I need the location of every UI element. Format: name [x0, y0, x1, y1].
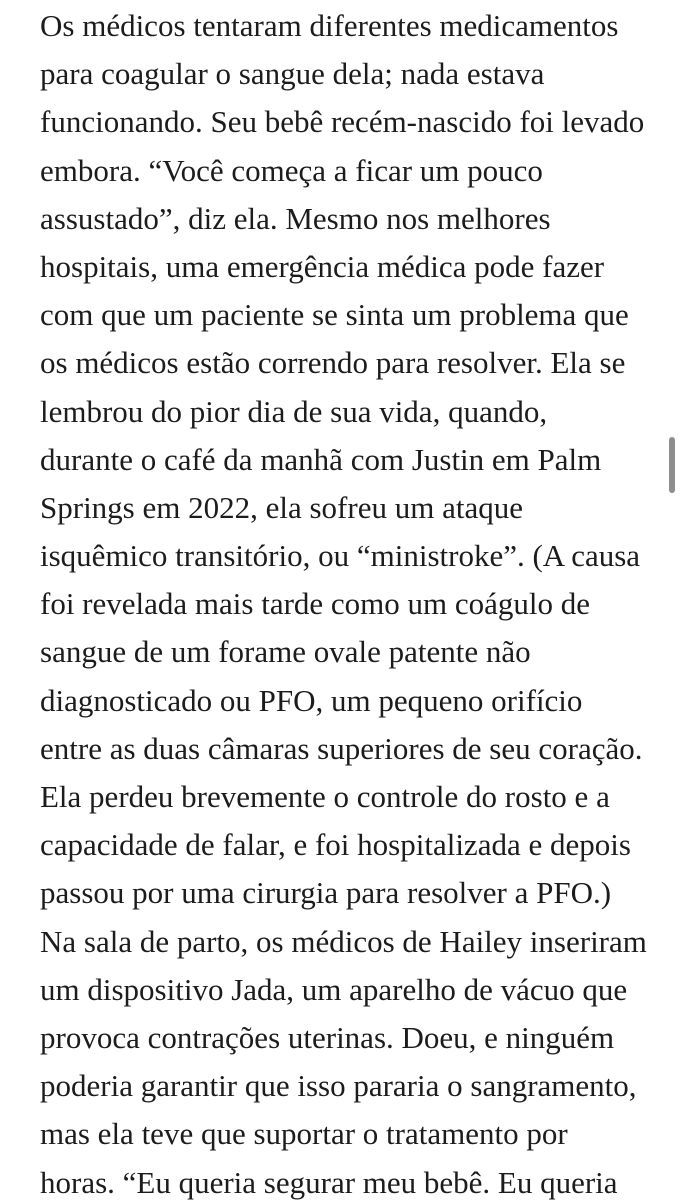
text-line: isquêmico transitório, ou “ministroke”. (A causa	[40, 538, 641, 574]
text-line: Ela perdeu brevemente o controle do rosto e a	[40, 779, 610, 814]
text-line: funcionando. Seu bebê recém-nascido foi levado	[40, 104, 645, 140]
text-line: poderia garantir que isso pararia o sangramento,	[40, 1068, 637, 1104]
text-line: Os médicos tentaram diferentes medicamentos	[40, 8, 619, 43]
text-line: diagnosticado ou PFO, um pequeno orifício	[40, 682, 583, 718]
text-line: assustado”, diz ela. Mesmo nos melhores	[40, 200, 551, 236]
article-text	[40, 2, 670, 1200]
vertical-scrollbar[interactable]	[667, 0, 681, 1200]
scrollbar-thumb[interactable]	[669, 437, 675, 493]
text-line: entre as duas câmaras superiores de seu coração.	[40, 730, 643, 766]
text-line: sangue de um forame ovale patente não	[40, 634, 531, 670]
text-line: capacidade de falar, e foi hospitalizada e depois	[40, 827, 631, 863]
text-line: provoca contrações uterinas. Doeu, e ninguém	[40, 1019, 615, 1055]
text-line: hospitais, uma emergência médica pode fazer	[40, 248, 605, 284]
text-line: embora. “Você começa a ficar um pouco	[40, 152, 543, 188]
text-line: Na sala de parto, os médicos de Hailey inseriram	[40, 923, 647, 959]
text-line: um dispositivo Jada, um aparelho de vácuo que	[40, 971, 628, 1007]
text-line: horas. “Eu queria segurar meu bebê. Eu queria	[40, 1164, 618, 1200]
text-line: passou por uma cirurgia para resolver a PFO.)	[40, 875, 612, 911]
text-line: os médicos estão correndo para resolver. Ela se	[40, 345, 626, 381]
text-line: para coagular o sangue dela; nada estava	[40, 56, 545, 92]
text-line: durante o café da manhã com Justin em Palm	[40, 441, 602, 477]
text-line: lembrou do pior dia de sua vida, quando,	[40, 393, 548, 429]
text-line: foi revelada mais tarde como um coágulo de	[40, 586, 591, 622]
text-line: com que um paciente se sinta um problema que	[40, 297, 629, 333]
text-line: mas ela teve que suportar o tratamento por	[40, 1116, 568, 1152]
text-line: Springs em 2022, ela sofreu um ataque	[40, 489, 523, 525]
